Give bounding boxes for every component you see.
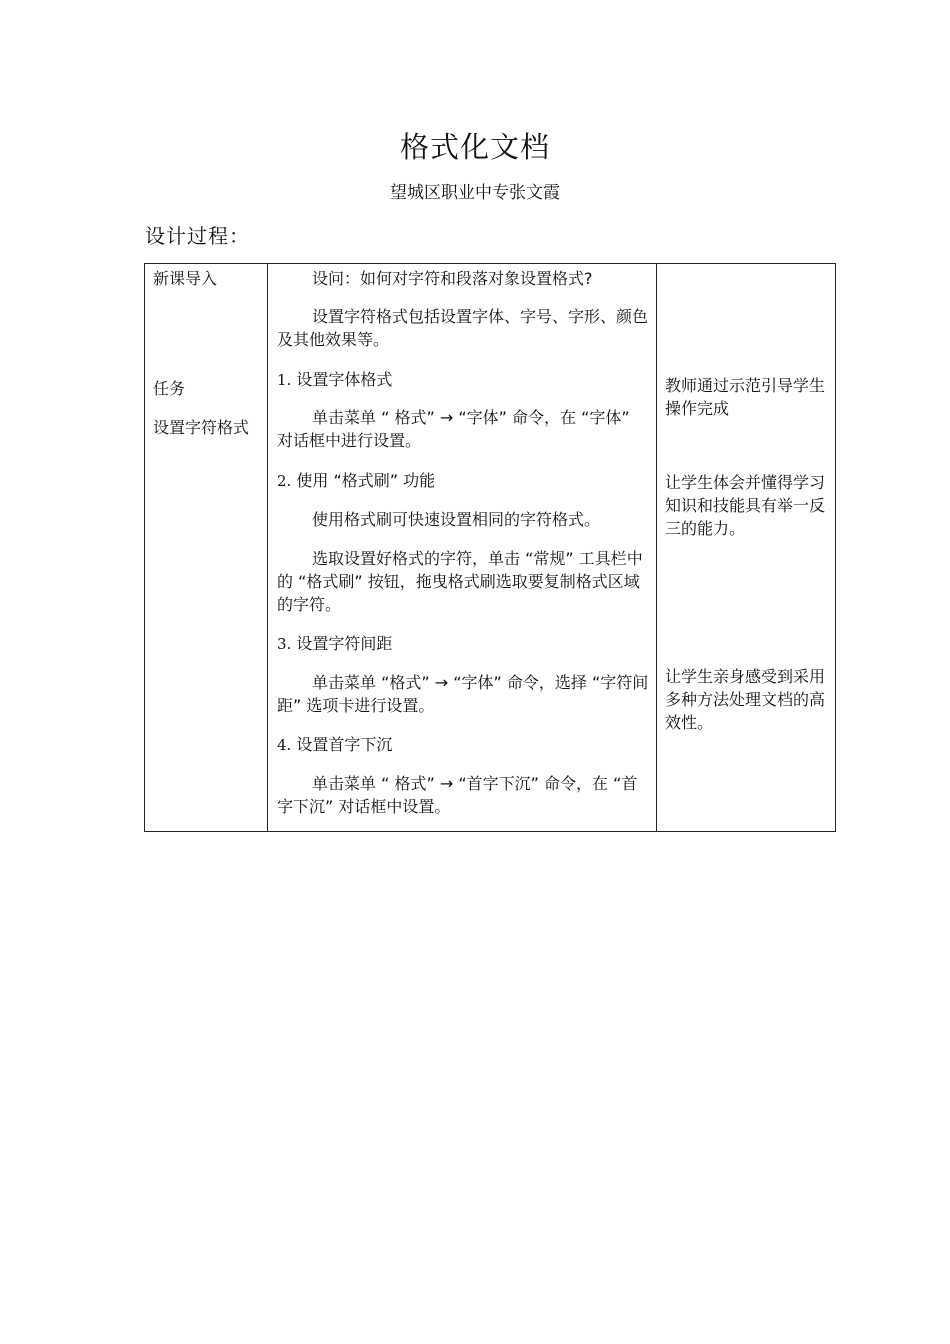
document-author: 望城区职业中专张文霞 xyxy=(390,183,560,203)
overview-text: 设置字符格式包括设置字体、字号、字形、颜色及其他效果等。 xyxy=(277,307,649,349)
step4-body: 单击菜单 “ 格式” → “首字下沉” 命令，在 “首字下沉” 对话框中设置。 xyxy=(277,774,638,816)
step1-body: 单击菜单 “ 格式” → “字体” 命令，在 “字体” 对话框中进行设置。 xyxy=(277,408,630,450)
lesson-table xyxy=(144,263,836,832)
step2-heading xyxy=(277,469,649,493)
step1-number: 1. xyxy=(277,371,292,389)
note-demonstration: 教师通过示范引导学生操作完成 xyxy=(665,376,826,418)
step2-body1: 使用格式刷可快速设置相同的字符格式。 xyxy=(312,510,601,529)
step3-heading xyxy=(277,632,649,656)
step3-number: 3. xyxy=(277,635,292,653)
document-title: 格式化文档 xyxy=(399,130,550,164)
step4-title: 设置首字下沉 xyxy=(296,735,393,754)
question-text: 设问：如何对字符和段落对象设置格式? xyxy=(312,269,593,288)
task-name: 设置字符格式 xyxy=(153,418,250,437)
step2-title: 使用 “格式刷” 功能 xyxy=(296,471,436,490)
table-column-stage xyxy=(145,264,268,831)
step4-number: 4. xyxy=(277,736,292,754)
note-transfer-learning: 让学生体会并懂得学习知识和技能具有举一反三的能力。 xyxy=(665,473,826,538)
step3-body: 单击菜单 “格式” → “字体” 命令，选择 “字符间距” 选项卡进行设置。 xyxy=(277,673,649,715)
step1-title: 设置字体格式 xyxy=(296,370,393,389)
step2-number: 2. xyxy=(277,472,292,490)
section-heading: 设计过程： xyxy=(145,224,250,248)
step2-body2: 选取设置好格式的字符，单击 “常规” 工具栏中的 “格式刷” 按钮，拖曳格式刷选取要复制格式区域的字符。 xyxy=(277,549,643,614)
task-label: 任务 xyxy=(153,379,186,398)
intro-label: 新课导入 xyxy=(153,269,218,288)
step1-heading xyxy=(277,368,649,392)
table-column-content xyxy=(268,264,657,831)
table-column-notes xyxy=(657,264,835,831)
step4-heading xyxy=(277,733,649,757)
note-efficiency: 让学生亲身感受到采用多种方法处理文档的高效性。 xyxy=(665,667,826,732)
step3-title: 设置字符间距 xyxy=(296,634,393,653)
